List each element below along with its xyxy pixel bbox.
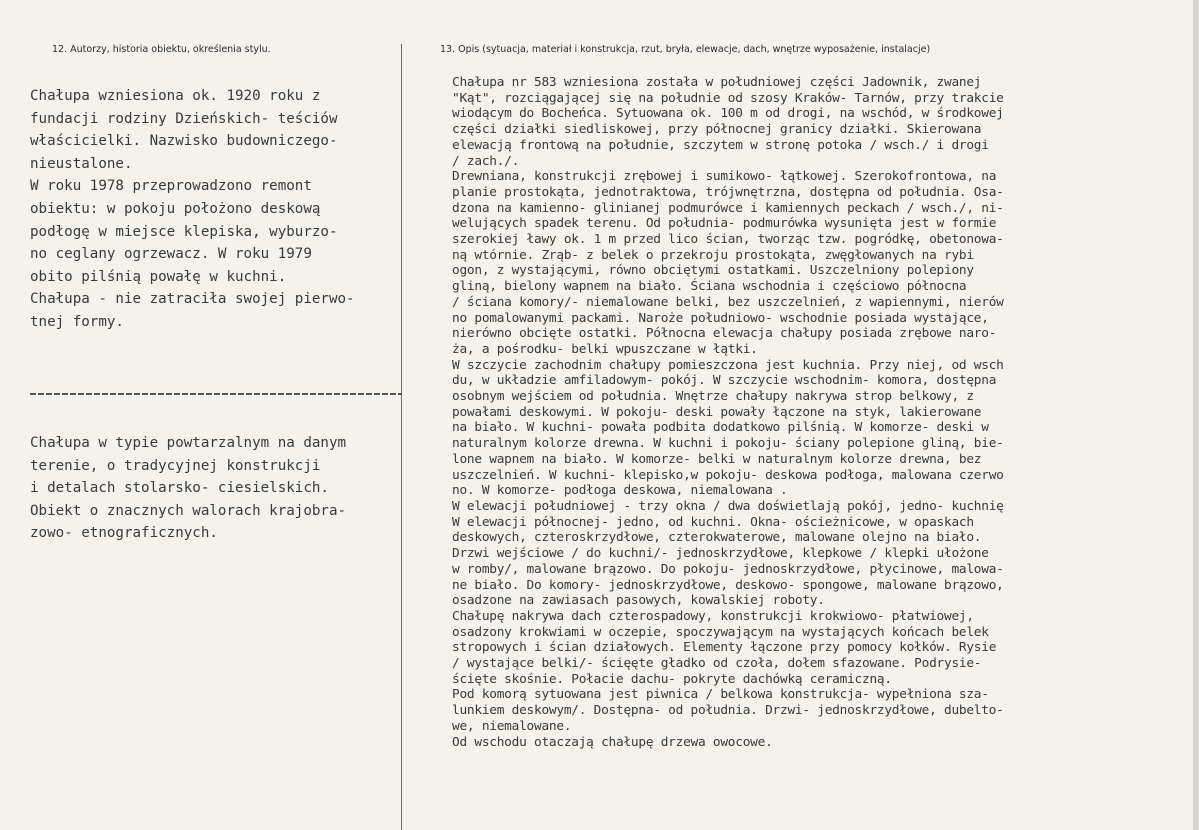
text-line: osadzony krokwiami w oczepie, spoczywającym na wystających końcach belek [452,624,989,640]
text-line: fundacji rodziny Dzieńskich- teściów [30,110,338,127]
text-line: ną wtórnie. Zrąb- z belek o przekroju prostokąta, zwęgłowanych na rybi [452,247,974,263]
text-line: / zach./. [452,153,520,169]
text-line: Drzwi wejściowe / do kuchni/- jednoskrzydłowe, klepkowe / klepki ułożone [452,546,989,562]
text-line: no pomalowanymi packami. Naroże południowo- wschodnie posiada wystające, [452,310,989,326]
text-line: w romby/, malowane brązowo. Do pokoju- jednoskrzydłowe, płycinowe, malowa- [452,561,1004,577]
text-line: obiektu: w pokoju położono deskową [30,200,321,217]
text-line: właścicielki. Nazwisko budowniczego- [30,133,338,150]
text-line: na biało. W kuchni- powała podbita dodatkowo pilśnią. W komorze- deski w [452,420,989,436]
text-line: ża, a pośrodku- belki wpuszczane w łątki. [452,341,758,357]
text-line: Chałupa w typie powtarzalnym na danym [30,435,347,451]
text-line: tnej formy. [30,313,124,330]
text-line: i detalach stolarsko- ciesielskich. [30,480,329,497]
text-line: W szczycie zachodnim chałupy pomieszczona jest kuchnia. Przy niej, od wsch [452,357,1004,373]
text-line: ogon, z wystającymi, równo obciętymi ostatkami. Uszczelniony polepiony [452,263,974,279]
description-text [452,75,1196,750]
text-line: gliną, bielony wapnem na biało. Ściana wschodnia i częściowo północna [452,279,967,295]
text-line: W elewacji północnej- jedno, od kuchni. Okna- ościeżnicowe, w opaskach [452,514,974,530]
text-line: powałami deskowymi. W pokoju- deski powały łączone na styk, lakierowane [452,404,982,420]
text-line: wiodącym do Bocheńca. Sytuowana ok. 100 m od drogi, na wschód, w środkowej [452,106,1004,122]
text-line: terenie, o tradycyjnej konstrukcji [30,457,321,474]
text-line: części działki siedliskowej, przy północnej granicy działki. Skierowana [452,122,982,138]
text-line: no ceglany ogrzewacz. W roku 1979 [30,246,312,263]
text-line: Chałupa wzniesiona ok. 1920 roku z [30,88,321,104]
text-line: dzona na kamienno- glinianej podmurówce i kamiennych peckach / wsch./, ni- [452,200,1004,216]
dashed-separator [30,393,402,395]
text-line: W roku 1978 przeprowadzono remont [30,178,312,195]
text-line: / wystające belki/- ścięęte gładko od czoła, dołem sfazowane. Podrysie- [452,656,982,672]
text-line: lone wapnem na biało. W komorze- belki w naturalnym kolorze drewna, bez [452,451,982,467]
text-line: naturalnym kolorze drewna. W kuchni i pokoju- ściany polepione gliną, bie- [452,436,1004,452]
style-text [30,432,402,545]
text-line: lunkiem deskowym/. Dostępna- od południa. Drzwi- jednoskrzydłowe, dubelto- [452,703,1004,719]
text-line: nierówno obcięte ostatki. Północna elewacja chałupy posiada zrębowe naro- [452,326,997,342]
text-line: planie prostokąta, jednotraktowa, trójwnętrzna, dostępna od południa. Osa- [452,184,1004,200]
text-line: Drewniana, konstrukcji zrębowej i sumikowo- łątkowej. Szerokofrontowa, na [452,169,997,185]
text-line: deskowych, czteroskrzydłowe, czterokwaterowe, malowane olejno na biało. [452,530,982,546]
text-line: osobnym wejściem od południa. Wnętrze chałupy nakrywa strop belkowy, z [452,389,974,405]
text-line: Obiekt o znacznych walorach krajobra- [30,502,347,519]
text-line: / ściana komory/- niemalowane belki, bez uszczelnień, z wapiennymi, nierów [452,294,1004,310]
text-line: we, niemalowane. [452,718,572,734]
section-12-header: 12. Autorzy, historia obiektu, określenia stylu. [52,44,271,55]
text-line: "Kąt", rozciągającej się na południe od szosy Kraków- Tarnów, przy trakcie [452,90,1004,106]
text-line: du, w układzie amfiladowym- pokój. W szczycie wschodnim- komora, dostępna [452,373,997,389]
text-line: no. W komorze- podłoga deskowa, niemalowana . [452,483,788,499]
text-line: szerokiej ławy ok. 1 m przed lico ścian, tworząc tzw. pogródkę, obetonowa- [452,232,1004,248]
history-text [30,85,402,334]
text-line: podłogę w miejsce klepiska, wyburzo- [30,223,338,240]
text-line: Chałupa nr 583 wzniesiona została w południowej części Jadownik, zwanej [452,75,982,90]
text-line: welujących spadek terenu. Od południa- podmurówka wysunięta jest w formie [452,216,997,232]
text-line: elewacją frontową na południe, szczytem w stronę potoka / wsch./ i drogi [452,137,989,153]
text-line: W elewacji południowej - trzy okna / dwa doświetlają pokój, jedno- kuchnię [452,498,1004,514]
text-line: nieustalone. [30,155,133,172]
text-line: Od wschodu otaczają chałupę drzewa owocowe. [452,734,773,750]
text-line: obito pilśnią powałę w kuchni. [30,268,287,285]
text-line: stropowych i ścian działowych. Elementy łączone przy pomocy kołków. Rysie [452,640,997,656]
text-line: ne biało. Do komory- jednoskrzydłowe, deskowo- spongowe, malowane brązowo, [452,577,1004,593]
text-line: ścięte skośnie. Połacie dachu- pokryte dachówką ceramiczną. [452,671,892,687]
text-line: Chałupa - nie zatraciła swojej pierwo- [30,291,355,308]
text-line: Pod komorą sytuowana jest piwnica / belkowa konstrukcja- wypełniona sza- [452,687,989,703]
text-line: osadzone na zawiasach pasowych, kowalskiej roboty. [452,593,825,609]
text-line: uszczelnień. W kuchni- klepisko,w pokoju- deskowa podłoga, malowana czerwo [452,467,1004,483]
section-13-header: 13. Opis (sytuacja, materiał i konstrukcja, rzut, bryła, elewacje, dach, wnętrze wyposażenie, instalacje) [440,44,931,55]
text-line: zowo- etnograficznych. [30,525,218,542]
text-line: Chałupę nakrywa dach czterospadowy, konstrukcji krokwiowo- płatwiowej, [452,608,974,624]
